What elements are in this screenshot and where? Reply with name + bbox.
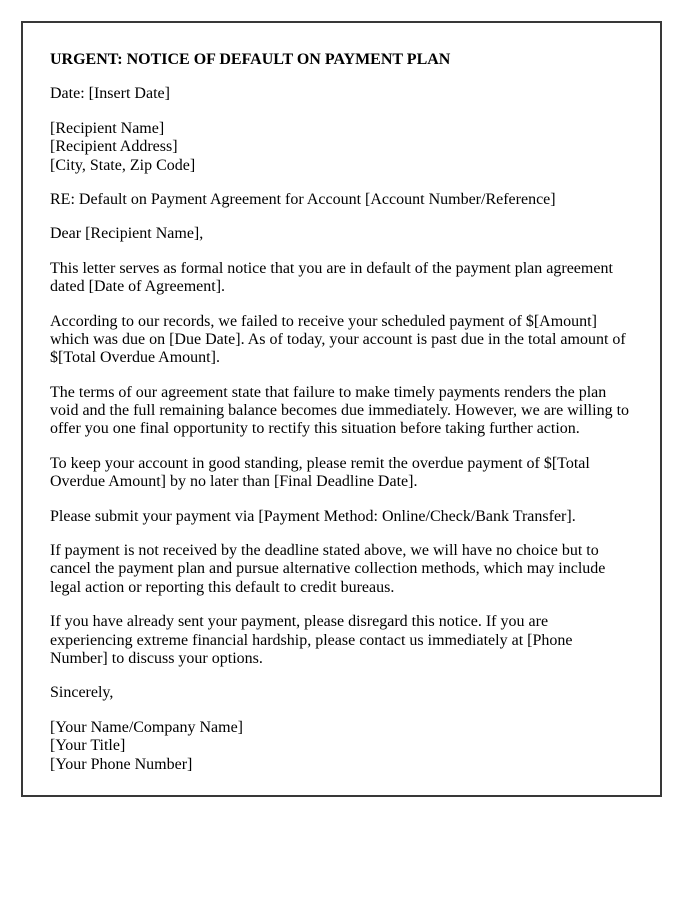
signature-title-line: [Your Title] xyxy=(50,737,126,755)
letter-title: URGENT: NOTICE OF DEFAULT ON PAYMENT PLAN xyxy=(50,51,451,68)
body-paragraph-terms: The terms of our agreement state that failure to make timely payments renders the plan void and the full remaining balance becomes due immediately. However, we are willing to offer you one final opportunity to rectify this situation before taking further action. xyxy=(50,383,630,438)
recipient-address-line: [Recipient Address] xyxy=(50,138,178,156)
body-paragraph-payment-method: Please submit your payment via [Payment Method: Online/Check/Bank Transfer]. xyxy=(50,507,576,525)
signature-block xyxy=(50,719,633,774)
signature-name-line: [Your Name/Company Name] xyxy=(50,718,244,736)
body-paragraph-notice: This letter serves as formal notice that you are in default of the payment plan agreement dated [Date of Agreement]. xyxy=(50,259,613,296)
closing: Sincerely, xyxy=(50,684,114,702)
body-paragraph-remit: To keep your account in good standing, please remit the overdue payment of $[Total Overdue Amount] by no later than [Final Deadline Date]. xyxy=(50,454,590,491)
signature-phone-line: [Your Phone Number] xyxy=(50,755,193,773)
date-line: Date: [Insert Date] xyxy=(50,85,170,103)
body-paragraph-records: According to our records, we failed to receive your scheduled payment of $[Amount] which was due on [Due Date]. As of today, your account is past due in the total amount of $[Total Overdue Amount]. xyxy=(50,312,626,367)
letter-container xyxy=(21,21,662,797)
body-paragraph-consequences: If payment is not received by the deadline stated above, we will have no choice but to cancel the payment plan and pursue alternative collection methods, which may include legal action or reporting this default to credit bureaus. xyxy=(50,542,606,596)
re-line: RE: Default on Payment Agreement for Account [Account Number/Reference] xyxy=(50,190,556,208)
recipient-city-line: [City, State, Zip Code] xyxy=(50,156,196,174)
recipient-block xyxy=(50,120,633,175)
body-paragraph-disregard: If you have already sent your payment, please disregard this notice. If you are experiencing extreme financial hardship, please contact us immediately at [Phone Number] to discuss your options. xyxy=(50,613,573,667)
recipient-name-line: [Recipient Name] xyxy=(50,119,165,137)
salutation: Dear [Recipient Name], xyxy=(50,225,204,243)
